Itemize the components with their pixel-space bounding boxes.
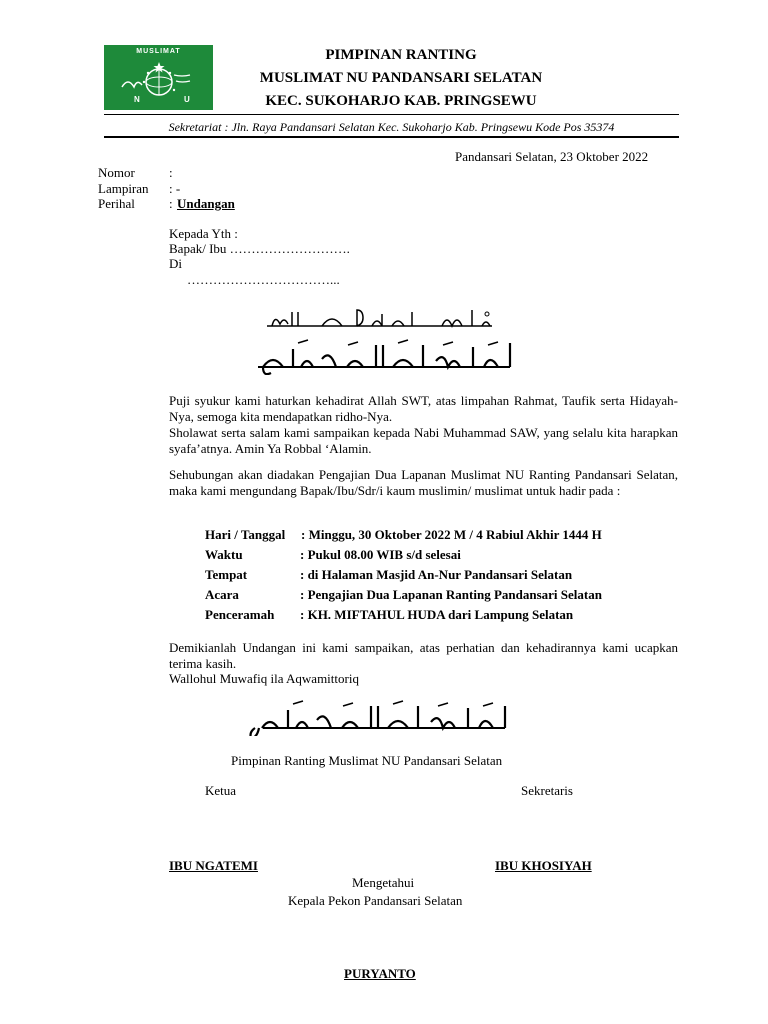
header-line-2: MUSLIMAT NU PANDANSARI SELATAN — [259, 70, 543, 86]
recipient-line-2: Bapak/ Ibu ………………………. — [169, 241, 350, 256]
header-line-3: KEC. SUKOHARJO KAB. PRINGSEWU — [265, 93, 537, 109]
event-speaker-label: Penceramah — [205, 607, 275, 622]
kepala-pekon-name: PURYANTO — [344, 966, 416, 981]
letter-date: Pandansari Selatan, 23 Oktober 2022 — [455, 149, 649, 164]
paragraph-closing: Demikianlah Undangan ini kami sampaikan, atas perhatian dan kehadirannya kami ucapkan terima kasih. — [169, 640, 678, 671]
logo-letter-u: U — [184, 95, 190, 104]
event-agenda-value: : Pengajian Dua Lapanan Ranting Pandansari Selatan — [300, 587, 602, 602]
basmalah-calligraphy-icon — [262, 306, 502, 334]
header-line-1: PIMPINAN RANTING — [325, 47, 477, 63]
ketua-label: Ketua — [205, 783, 237, 798]
letterhead-rule-bottom — [104, 136, 679, 138]
lampiran-value: : - — [169, 181, 181, 196]
perihal-value: Undangan — [177, 196, 235, 211]
sekretaris-label: Sekretaris — [521, 783, 573, 798]
recipient-line-1: Kepada Yth : — [169, 226, 238, 241]
organization-logo — [104, 45, 213, 110]
nomor-label: Nomor — [98, 165, 135, 180]
globe-star-emblem-icon — [104, 45, 213, 110]
salam-closing-calligraphy-icon — [243, 700, 515, 736]
event-day-label: Hari / Tanggal — [205, 527, 286, 542]
letterhead-rule-top — [104, 114, 679, 115]
paragraph-invitation: Sehubungan akan diadakan Pengajian Dua Lapanan Muslimat NU Ranting Pandansari Selatan, maka kami mengundang Bapak/Ibu/Sdr/i kaum muslimin/ muslimat untuk hadir pada : — [169, 467, 678, 498]
event-time-value: : Pukul 08.00 WIB s/d selesai — [300, 547, 461, 562]
salam-calligraphy-icon — [248, 337, 520, 375]
recipient-line-3: Di — [169, 256, 182, 271]
lampiran-label: Lampiran — [98, 181, 149, 196]
mengetahui-label: Mengetahui — [352, 875, 415, 890]
recipient-line-4: ……………………………... — [187, 272, 340, 287]
ketua-name: IBU NGATEMI — [169, 858, 258, 873]
perihal-colon: : — [169, 196, 173, 211]
event-agenda-label: Acara — [205, 587, 239, 602]
event-day-value: : Minggu, 30 Oktober 2022 M / 4 Rabiul Akhir 1444 H — [301, 527, 602, 542]
event-place-label: Tempat — [205, 567, 248, 582]
logo-text: MUSLIMAT — [136, 48, 181, 55]
paragraph-praise: Puji syukur kami haturkan kehadirat Allah SWT, atas limpahan Rahmat, Taufik serta Hidayah-Nya, semoga kita mendapatkan ridho-Nya. — [169, 393, 678, 424]
sekretaris-name: IBU KHOSIYAH — [495, 858, 592, 873]
closing-phrase: Wallohul Muwafiq ila Aqwamittoriq — [169, 671, 359, 686]
event-speaker-value: : KH. MIFTAHUL HUDA dari Lampung Selatan — [300, 607, 574, 622]
logo-letter-n: N — [134, 95, 140, 104]
paragraph-sholawat: Sholawat serta salam kami sampaikan kepada Nabi Muhammad SAW, yang selalu kita harapkan syafa’atnya. Amin Ya Robbal ‘Alamin. — [169, 425, 678, 456]
secretariat-address: Sekretariat : Jln. Raya Pandansari Selatan Kec. Sukoharjo Kab. Pringsewu Kode Pos 35374 — [168, 120, 615, 134]
kepala-pekon-label: Kepala Pekon Pandansari Selatan — [288, 893, 463, 908]
event-time-label: Waktu — [205, 547, 243, 562]
event-place-value: : di Halaman Masjid An-Nur Pandansari Selatan — [300, 567, 573, 582]
nomor-value: : — [169, 165, 173, 180]
perihal-label: Perihal — [98, 196, 135, 211]
signature-organization: Pimpinan Ranting Muslimat NU Pandansari Selatan — [231, 753, 503, 768]
